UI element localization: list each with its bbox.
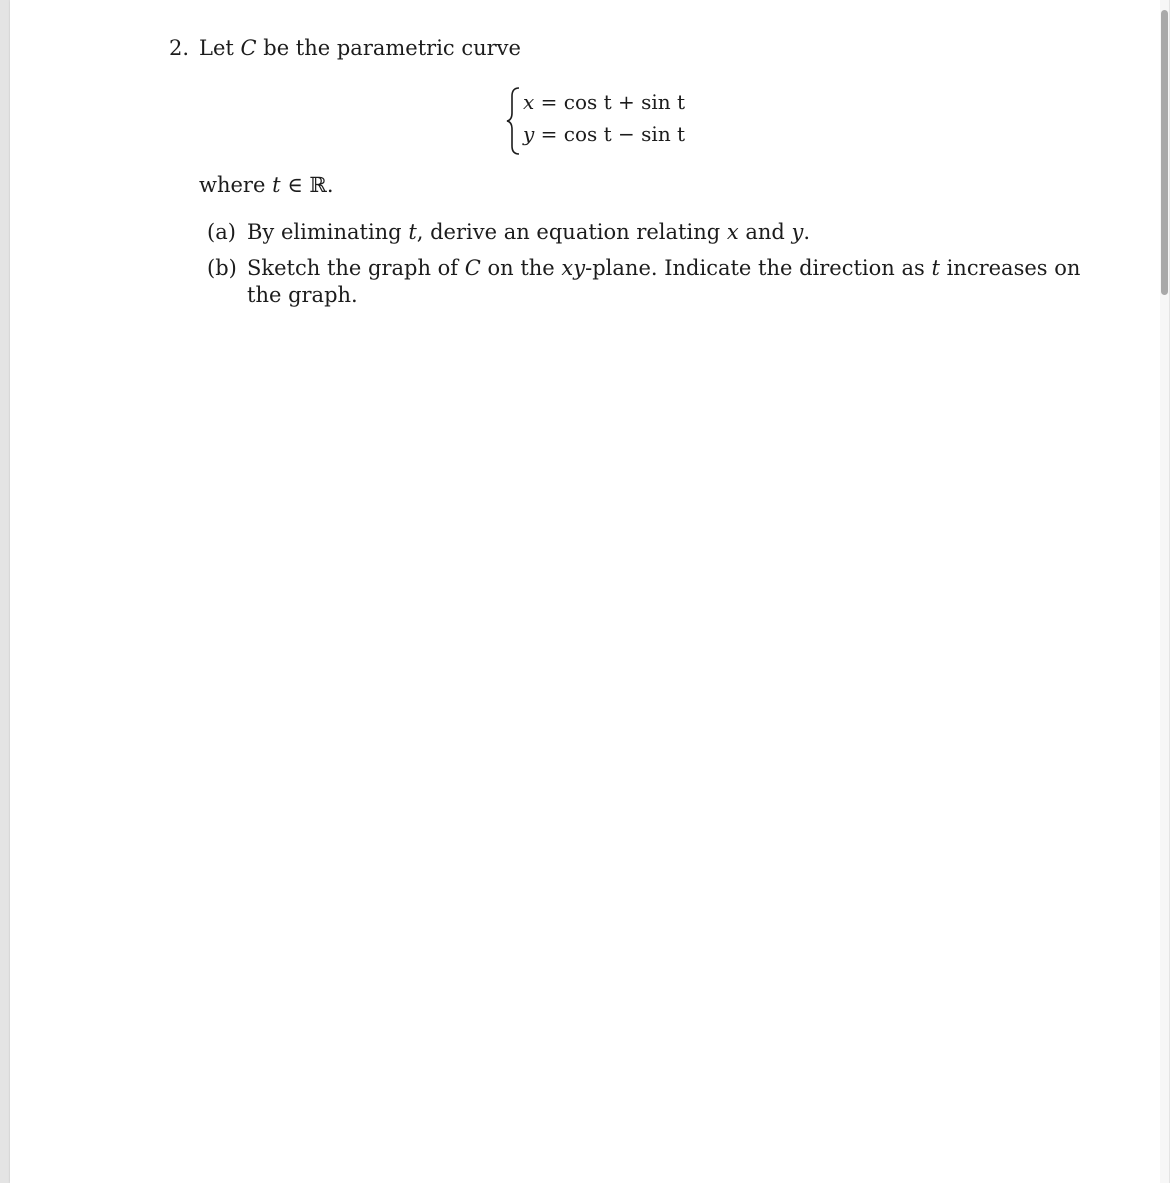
part-b-text-2: on the xyxy=(480,256,562,280)
intro-prefix: Let xyxy=(199,36,241,60)
part-b-var-t: t xyxy=(931,256,940,280)
parametric-system xyxy=(505,86,705,156)
equation-x xyxy=(523,92,685,112)
x-variable: x xyxy=(523,90,535,114)
part-b-text-continued: the graph. xyxy=(247,283,358,307)
where-var: t xyxy=(272,173,281,197)
curve-symbol: C xyxy=(240,36,257,60)
part-a-text xyxy=(247,222,810,243)
part-a-var-x: x xyxy=(726,220,739,244)
x-rhs: = cos t + sin t xyxy=(540,90,686,114)
document-page xyxy=(10,0,1160,1183)
y-variable: y xyxy=(523,122,535,146)
part-b-text-4: increases on xyxy=(939,256,1081,280)
equation-y xyxy=(523,124,685,144)
left-brace xyxy=(505,86,521,156)
part-b-plane-var: xy xyxy=(561,256,586,280)
intro-suffix: be the parametric curve xyxy=(256,36,521,60)
problem-intro xyxy=(199,38,521,59)
domain-statement xyxy=(199,175,334,196)
part-b-curve-symbol: C xyxy=(464,256,481,280)
part-b-text-1: Sketch the graph of xyxy=(247,256,465,280)
part-b-text-3: -plane. Indicate the direction as xyxy=(585,256,932,280)
part-a-text-4: . xyxy=(803,220,811,244)
where-suffix: ∈ ℝ. xyxy=(280,173,334,197)
part-a-var-t: t xyxy=(408,220,417,244)
part-a-text-1: By eliminating xyxy=(247,220,409,244)
part-a-text-2: , derive an equation relating xyxy=(416,220,727,244)
part-b-label: (b) xyxy=(207,256,237,280)
scrollbar-thumb[interactable] xyxy=(1161,10,1168,295)
part-a-text-3: and xyxy=(738,220,792,244)
part-a-var-y: y xyxy=(791,220,804,244)
part-b-text xyxy=(247,258,1080,279)
where-prefix: where xyxy=(199,173,273,197)
vertical-scrollbar[interactable] xyxy=(1160,0,1169,1183)
part-a-label: (a) xyxy=(207,220,236,244)
y-rhs: = cos t − sin t xyxy=(540,122,686,146)
problem-number: 2. xyxy=(169,36,190,60)
